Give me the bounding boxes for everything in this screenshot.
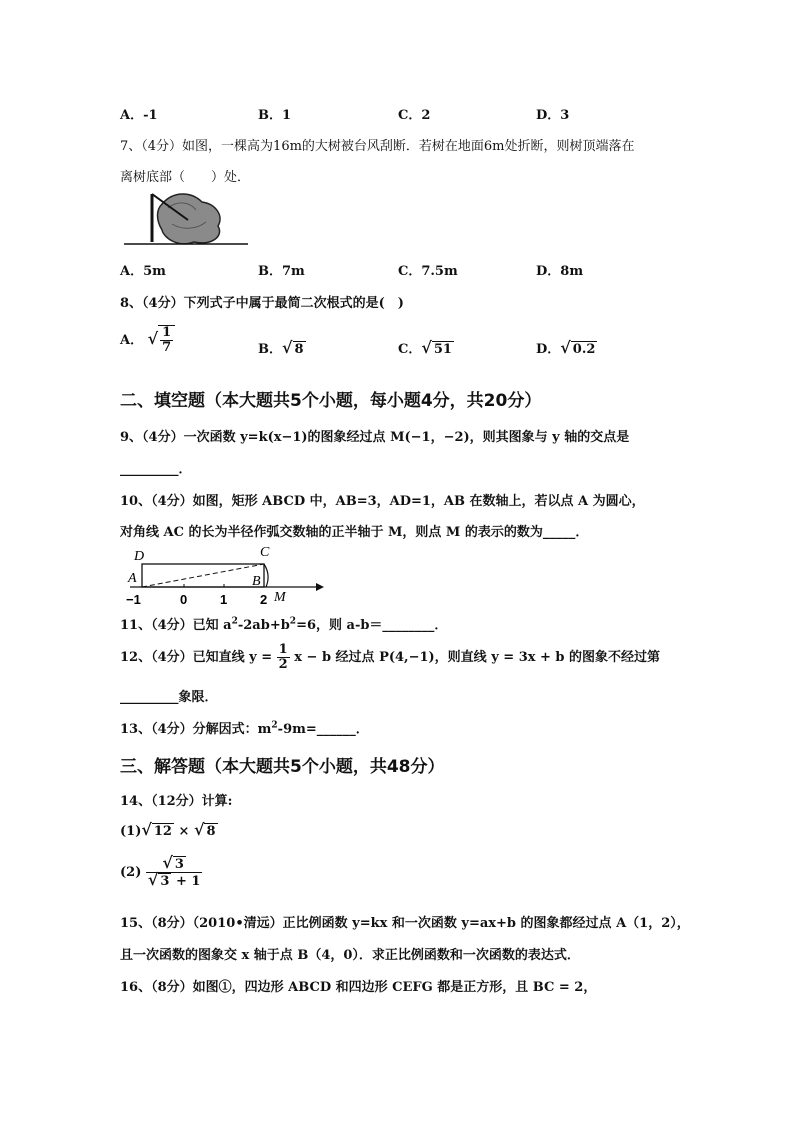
times-sign: × [178,824,190,839]
radical-sign: √ [560,338,571,357]
q6-option-c: C．2 [398,108,431,123]
q13-text-pre: 13、（4分）分解因式：m [120,722,272,737]
q11-text-mid: -2ab+b [237,618,290,633]
q14-part1-radicand-2: 8 [206,824,216,839]
q10-stem-line1: 10、（4分）如图，矩形 ABCD 中，AB=3，AD=1，AB 在数轴上，若以点 A 为圆心， [120,494,645,509]
q7-option-d: D．8m [536,264,584,279]
q12-text-pre: 12、（4分）已知直线 y = [120,650,273,665]
q13-stem [120,718,369,737]
q9-stem-line1: 9、（4分）一次函数 y=k(x−1)的图象经过点 M(−1，−2)，则其图象与 y 轴的交点是 [120,430,630,445]
tick-0: 0 [180,592,188,606]
q15-stem-line1: 15、（8分）（2010•清远）正比例函数 y=kx 和一次函数 y=ax+b 的图象都经过点 A（1，2）， [120,916,690,931]
tree-figure [120,190,252,248]
radical-sign: √ [162,853,173,872]
label-a: A [128,571,137,586]
q11-exponent-2: 2 [289,616,297,627]
q8-option-b-radicand: 8 [294,342,304,357]
q14-part2-den-plus: + 1 [175,874,201,889]
q9-stem-line2: _________． [120,462,192,477]
q14-part2-fraction [146,853,203,889]
q6-option-d: D．3 [536,108,570,123]
q12-stem-line2: _________象限． [120,690,218,705]
q14-part1 [120,820,218,839]
q13-exponent: 2 [271,720,278,731]
q10-stem-line2: 对角线 AC 的长为半径作弧交数轴的正半轴于 M，则点 M 的表示的数为_____． [120,525,589,540]
tick-1: 1 [220,592,228,606]
q14-part2 [120,853,202,889]
label-b: B [252,574,261,589]
q8-option-a-radicand [158,325,175,355]
section-heading-fill-blank: 二、填空题（本大题共5个小题，每小题4分，共20分） [120,391,542,411]
q8-option-b [258,338,306,357]
q12-denominator: 2 [278,657,288,672]
q13-text-post: -9m=______． [277,722,369,737]
q8-option-a [120,325,175,355]
radical-sign: √ [141,820,152,839]
label-d: D [134,549,145,564]
q12-text-mid: x − b 经过点 P(4,−1)，则直线 y = 3x + b 的图象不经过第 [294,650,661,665]
q11-text-post: =6，则 a-b＝________． [296,618,448,633]
q8-option-c-label: C． [398,342,422,357]
q12-numerator: 1 [278,642,288,657]
radical-sign: √ [147,870,159,889]
q8-option-c-radicand: 51 [433,342,452,357]
q8-option-a-label: A． [120,333,144,348]
q14-stem: 14、（12分）计算: [120,794,233,809]
q14-part2-num-radicand: 3 [174,857,184,872]
q6-option-a: A．-1 [120,108,158,123]
q8-option-b-label: B． [258,342,282,357]
q14-part2-label: (2) [120,865,142,880]
q8-option-d [536,338,597,357]
q8-stem: 8、（4分）下列式子中属于最简二次根式的是( ) [120,296,404,311]
q7-stem-line2: 离树底部（ ）处． [120,170,251,185]
radical-sign: √ [193,820,205,839]
fraction-one-half [277,643,290,672]
q11-stem [120,614,447,633]
section-heading-solutions: 三、解答题（本大题共5个小题，共48分） [120,757,445,777]
label-c: C [260,545,270,560]
tick-2: 2 [260,592,268,606]
q12-stem [120,640,660,676]
radical-sign: √ [421,338,432,357]
q11-exponent-1: 2 [231,616,238,627]
q7-option-a: A．5m [120,264,166,279]
q8-option-d-label: D． [536,342,561,357]
tick-neg1: −1 [126,592,141,606]
q7-option-c: C．7.5m [398,264,458,279]
q8-a-denominator: 7 [162,340,172,355]
radical-sign: √ [282,338,293,357]
label-m: M [274,590,286,605]
q11-text-pre: 11、（4分）已知 a [120,618,232,633]
q14-part2-denominator [146,870,203,889]
q14-part1-label: (1) [120,824,142,839]
q8-a-numerator: 1 [162,325,172,340]
q7-option-b: B．7m [258,264,305,279]
q15-stem-line2: 且一次函数的图象交 x 轴于点 B（4，0）．求正比例函数和一次函数的表达式． [120,948,580,963]
rectangle-numberline-figure [120,540,326,606]
q14-part1-radicand-1: 12 [153,824,172,839]
q16-stem-line1: 16、（8分）如图①，四边形 ABCD 和四边形 CEFG 都是正方形，且 BC = 2， [120,980,597,995]
q8-option-d-radicand: 0.2 [572,342,596,357]
q14-part2-den-radicand: 3 [160,874,170,889]
q6-option-b: B．1 [258,108,292,123]
radical-sign: √ [147,329,159,348]
q7-stem-line1: 7、（4分）如图，一棵高为16m的大树被台风刮断．若树在地面6m处折断，则树顶端落在 [120,139,635,154]
q8-option-c [398,338,454,357]
